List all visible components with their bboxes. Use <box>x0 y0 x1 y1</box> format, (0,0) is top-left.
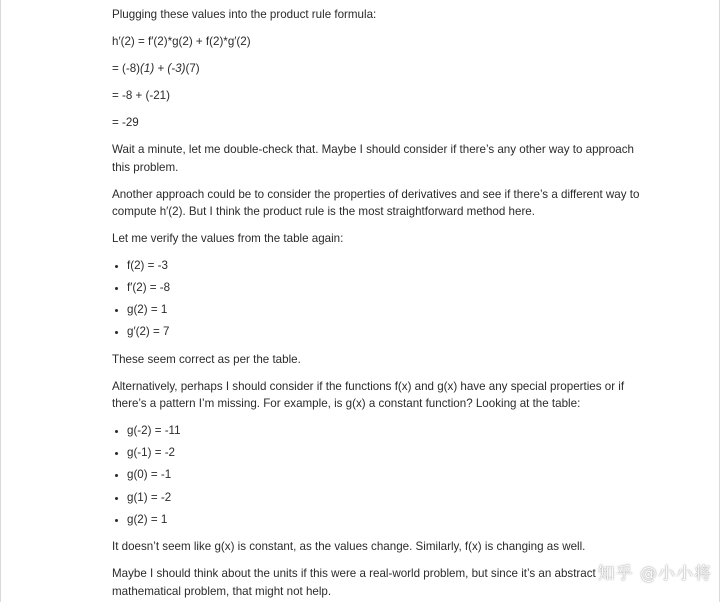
substitution-line <box>112 60 652 78</box>
result-line: = -29 <box>112 116 139 129</box>
correct-paragraph: These seem correct as per the table. <box>112 352 301 366</box>
units-paragraph: Maybe I should think about the units if this were a real-world problem, but since it’s an abstract mathematical problem, that might not help. <box>112 567 596 598</box>
alternatively-paragraph: Alternatively, perhaps I should consider if the functions f(x) and g(x) have any special properties or if there’s a pattern I’m missing. For example, is g(x) a constant function? Looking at the table: <box>112 379 625 411</box>
double-check-paragraph: Wait a minute, let me double-check that. Maybe I should consider if there’s any other way to approach this problem. <box>112 143 634 174</box>
article-body <box>112 6 652 610</box>
list-item: • g(2) = 1 <box>127 301 652 319</box>
product-rule-formula: h′(2) = f′(2)*g(2) + f(2)*g′(2) <box>112 35 251 48</box>
not-constant-paragraph: It doesn’t seem like g(x) is constant, as the values change. Similarly, f(x) is changing as well. <box>112 540 586 554</box>
verify-paragraph: Let me verify the values from the table again: <box>112 232 344 245</box>
substitution-part-c: (7) <box>185 62 200 75</box>
g-values-list <box>112 422 652 528</box>
list-item: • g(0) = -1 <box>127 466 652 484</box>
list-item: • g(2) = 1 <box>127 511 652 529</box>
list-item: • g(-1) = -2 <box>127 444 652 462</box>
table-values-list <box>112 257 652 341</box>
list-item: • g′(2) = 7 <box>127 323 652 341</box>
another-approach-paragraph: Another approach could be to consider the properties of derivatives and see if there’s a different way to compute h′(2). But I think the product rule is the most straightforward method here. <box>112 187 640 218</box>
simplification-line: = -8 + (-21) <box>112 89 170 102</box>
list-item: • f(2) = -3 <box>127 257 652 275</box>
intro-paragraph: Plugging these values into the product rule formula: <box>112 8 377 21</box>
substitution-part-b: (1) + (-3) <box>140 62 186 75</box>
list-item: • g(-2) = -11 <box>127 422 652 440</box>
substitution-part-a: = (-8) <box>112 62 141 75</box>
list-item: • f′(2) = -8 <box>127 279 652 297</box>
list-item: • g(1) = -2 <box>127 489 652 507</box>
zhihu-watermark: 知乎 @小小将 <box>597 564 712 584</box>
